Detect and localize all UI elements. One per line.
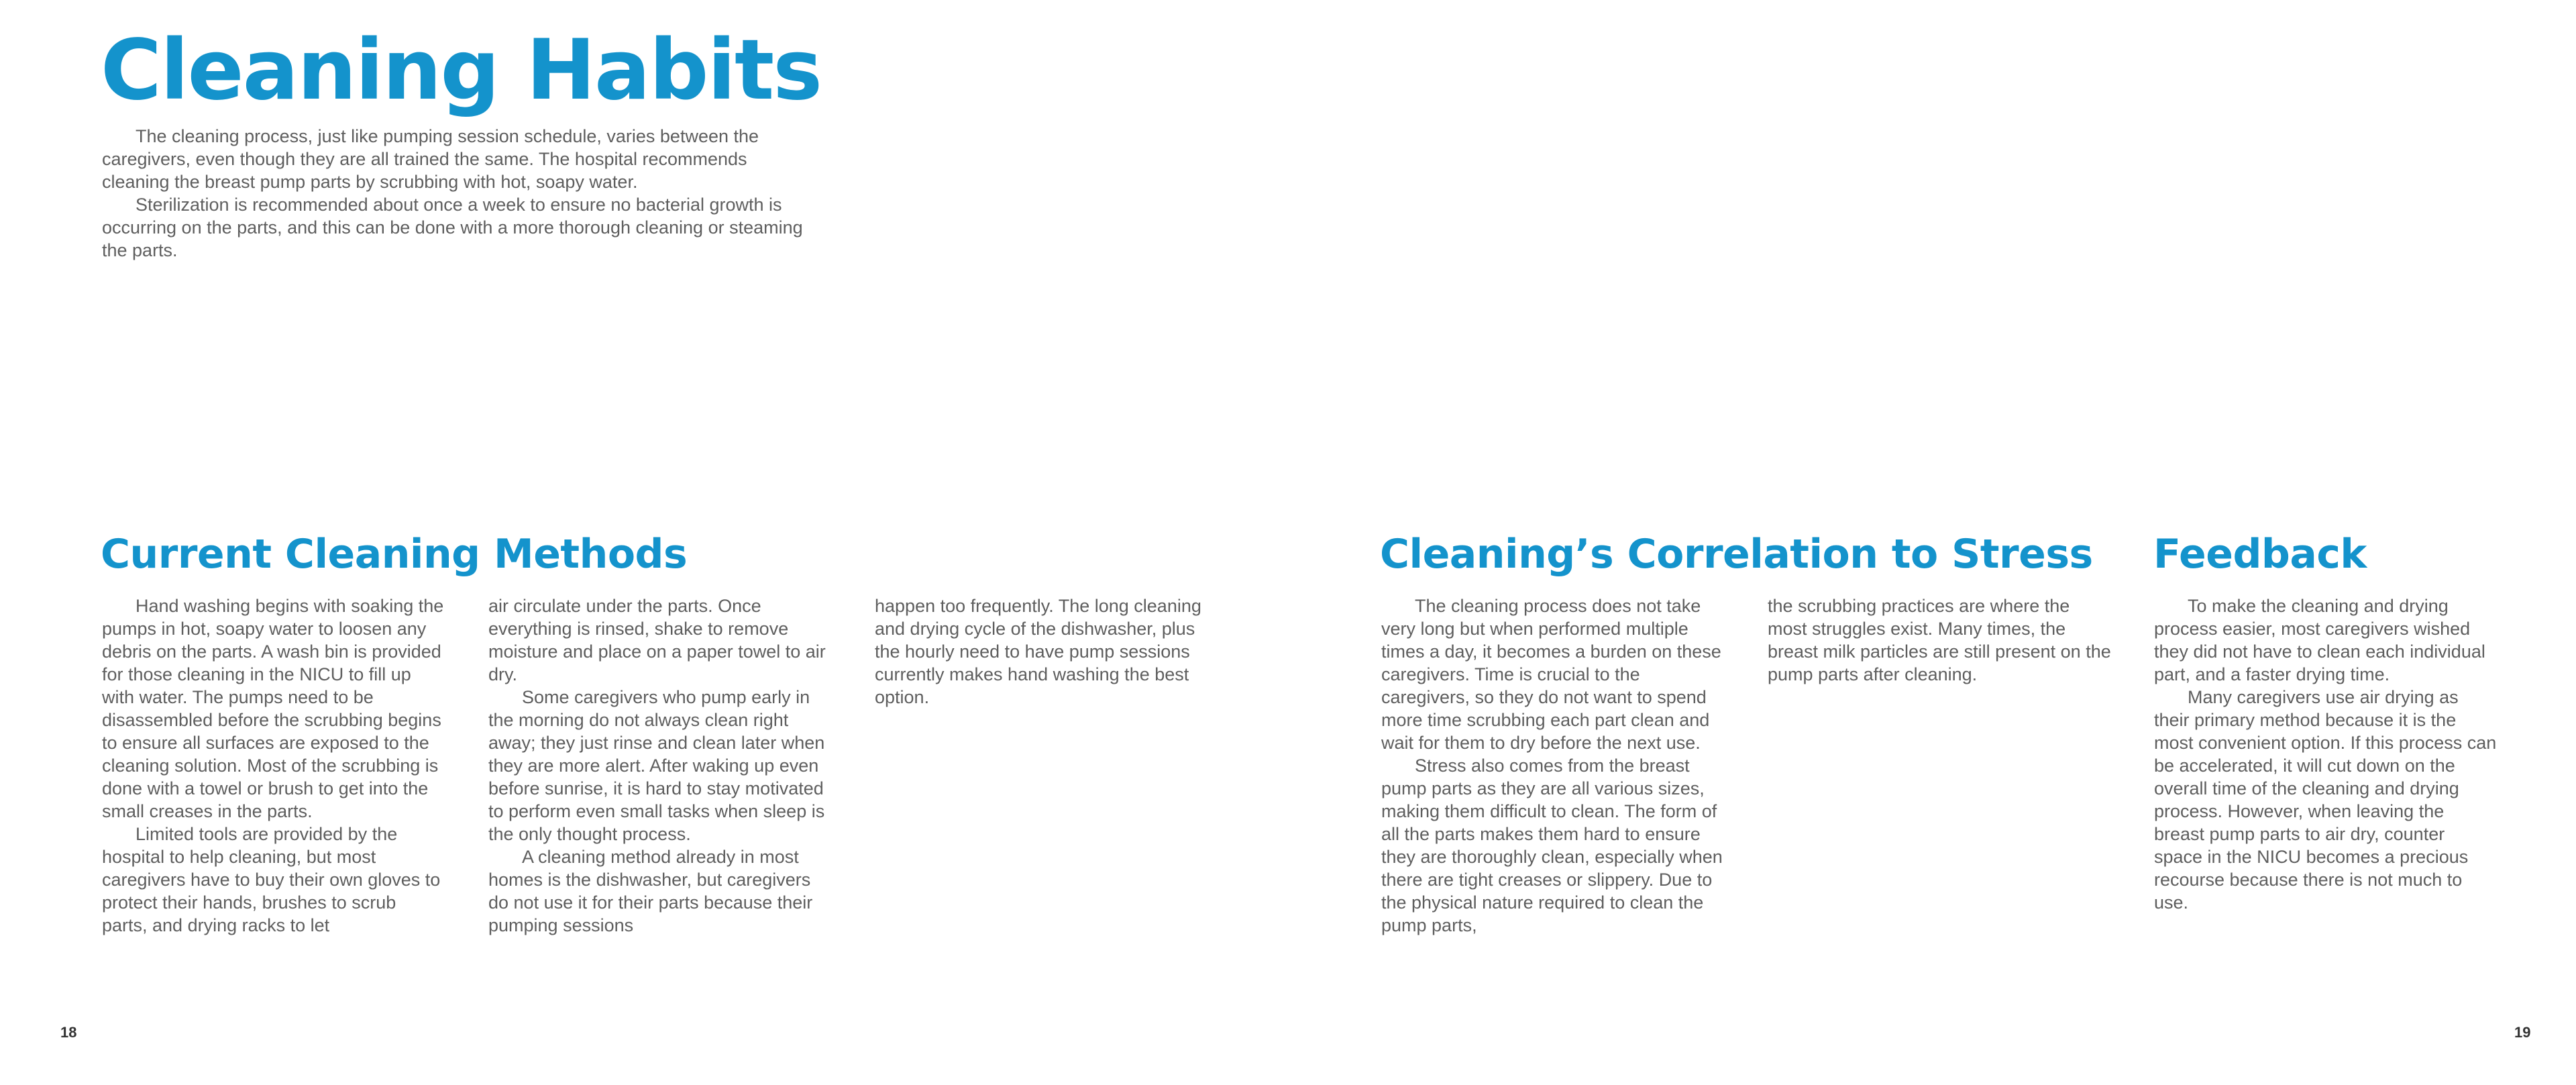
intro-text [102,125,813,262]
body-paragraph: Stress also comes from the breast pump parts as they are all various sizes, making them difficult to clean. The form of all the parts makes them hard to ensure they are thoroughly clean, especially when there are tight creases or slippery. Due to the physical nature required to clean the pump parts, [1381,756,1723,935]
body-paragraph: Some caregivers who pump early in the morning do not always clean right away; they just rinse and clean later when they are more alert. After waking up even before sunrise, it is hard to stay motivated to perform even small tasks when sleep is the only thought process. [488,687,825,844]
body-paragraph: A cleaning method already in most homes is the dishwasher, but caregivers do not use it for their parts because their pumping sessions [488,847,813,935]
body-paragraph: Hand washing begins with soaking the pumps in hot, soapy water to loosen any debris on the parts. A wash bin is provided for those cleaning in the NICU to fill up with water. The pumps need to be disassembled before the scrubbing begins to ensure all surfaces are exposed to the cleaning solution. Most of the scrubbing is done with a towel or brush to get into the small creases in the parts. [102,596,444,821]
current-methods-heading: Current Cleaning Methods [101,531,688,578]
current-methods-column-2 [488,595,832,937]
page-number-right: 19 [2514,1024,2531,1041]
page-title: Cleaning Habits [101,22,822,119]
body-paragraph: the scrubbing practices are where the most struggles exist. Many times, the breast milk particles are still present on the pump parts after cleaning. [1768,596,2111,684]
intro-paragraph: Sterilization is recommended about once a week to ensure no bacterial growth is occurring on the parts, and this can be done with a more thorough cleaning or steaming the parts. [102,195,803,260]
body-paragraph: air circulate under the parts. Once everything is rinsed, shake to remove moisture and place on a paper towel to air dry. [488,596,826,684]
page-number-left: 18 [60,1024,77,1041]
body-paragraph: Many caregivers use air drying as their primary method because it is the most convenient option. If this process can be accelerated, it will cut down on the overall time of the cleaning and drying process. However, when leaving the breast pump parts to air dry, counter space in the NICU becomes a precious recourse because there is not much to use. [2154,687,2497,913]
feedback-column-1 [2154,595,2498,914]
feedback-heading: Feedback [2153,531,2367,578]
stress-column-1 [1381,595,1725,937]
stress-column-2 [1768,595,2111,686]
body-paragraph: happen too frequently. The long cleaning and drying cycle of the dishwasher, plus the hourly need to have pump sessions currently makes hand washing the best option. [875,596,1201,707]
body-paragraph: Limited tools are provided by the hospital to help cleaning, but most caregivers have to buy their own gloves to protect their hands, brushes to scrub parts, and drying racks to let [102,824,441,935]
intro-paragraph: The cleaning process, just like pumping session schedule, varies between the caregivers, even though they are all trained the same. The hospital recommends cleaning the breast pump parts by scrubbing with hot, soapy water. [102,126,759,192]
stress-heading: Cleaning’s Correlation to Stress [1380,531,2093,578]
current-methods-column-1 [102,595,445,937]
body-paragraph: To make the cleaning and drying process easier, most caregivers wished they did not have to clean each individual part, and a faster drying time. [2154,596,2485,684]
current-methods-column-3 [875,595,1218,709]
body-paragraph: The cleaning process does not take very long but when performed multiple times a day, it becomes a burden on these caregivers. Time is crucial to the caregivers, so they do not want to spend more time scrubbing each part clean and wait for them to dry before the next use. [1381,596,1721,753]
